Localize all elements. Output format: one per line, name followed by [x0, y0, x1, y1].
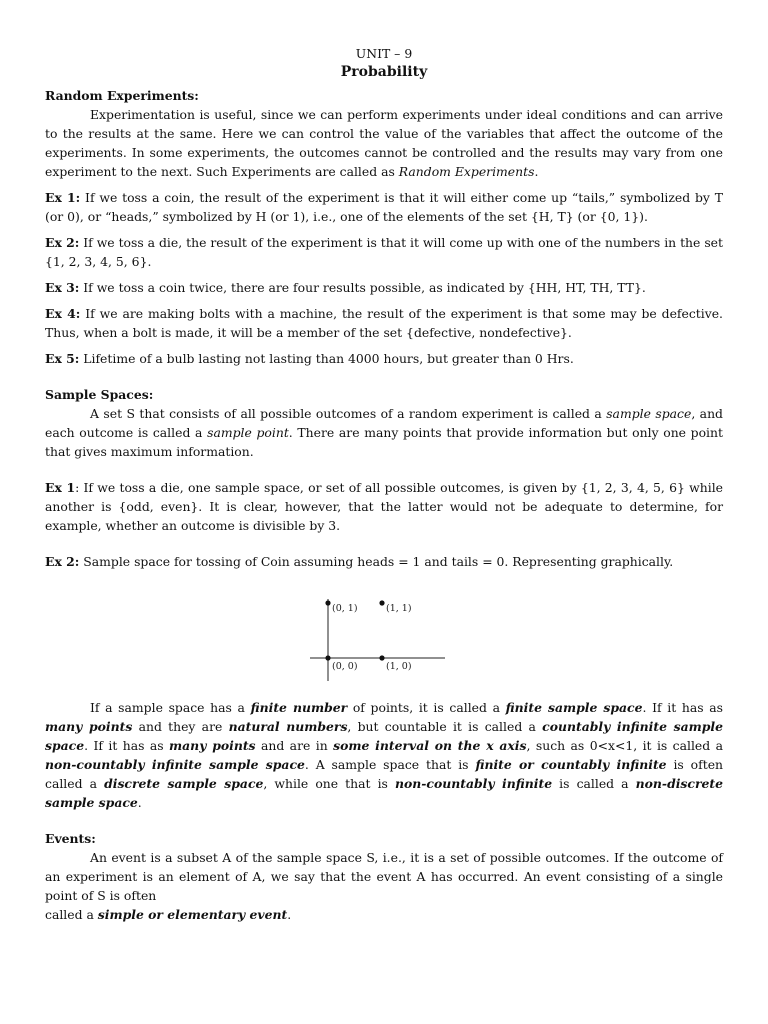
events-paragraph: An event is a subset A of the sample space S, i.e., it is a set of possible outcomes. If the outcome of an experiment is an element of A, we say that the event A has occurred. An event consisting of a single point of S is often	[45, 850, 723, 903]
events-paragraph-continued: called a simple or elementary event.	[45, 907, 292, 922]
random-example-3: Ex 3: If we toss a coin twice, there are four results possible, as indicated by {HH, HT, TH, TT}.	[45, 280, 646, 295]
label-0-0: (0, 0)	[332, 661, 358, 672]
section-heading-random-experiments: Random Experiments:	[45, 88, 199, 103]
random-example-5: Ex 5: Lifetime of a bulb lasting not lasting than 4000 hours, but greater than 0 Hrs.	[45, 351, 574, 366]
finite-sample-space-paragraph: If a sample space has a finite number of points, it is called a finite sample space. If it has as many points and they are natural numbers, but countable it is called a countably infinite sample space. If it has as many points and are in some interval on the x axis, such as 0<x<1, it is called a non-countably infinite sample space. A sample space that is finite or countably infinite is often called a discrete sample space, while one that is non-countably infinite is called a non-discrete sample space.	[45, 700, 724, 810]
random-experiments-paragraph: Experimentation is useful, since we can perform experiments under ideal conditions and can arrive to the results at the same. Here we can control the value of the variables that affect the outcome of the experiments. In some experiments, the outcomes cannot be controlled and the results may vary from one experiment to the next. Such Experiments are called as Random Experiments.	[45, 107, 723, 179]
sample-space-plot	[310, 595, 460, 685]
point-1-0	[379, 655, 384, 660]
page-title: Probability	[340, 64, 428, 80]
sample-example-1: Ex 1: If we toss a die, one sample space, or set of all possible outcomes, is given by {1, 2, 3, 4, 5, 6} while another is {odd, even}. It is clear, however, that the latter would not be adequate to determine, for example, whether an outcome is divisible by 3.	[45, 480, 723, 533]
sample-example-2: Ex 2: Sample space for tossing of Coin assuming heads = 1 and tails = 0. Representing graphically.	[45, 554, 674, 569]
point-0-1	[325, 600, 330, 605]
document-page	[45, 44, 723, 924]
label-0-1: (0, 1)	[332, 603, 358, 614]
random-example-4: Ex 4: If we are making bolts with a machine, the result of the experiment is that some may be defective. Thus, when a bolt is made, it will be a member of the set {defective, nondefective}.	[45, 306, 723, 340]
random-example-1: Ex 1: If we toss a coin, the result of the experiment is that it will either come up “tails,” symbolized by T (or 0), or “heads,” symbolized by H (or 1), i.e., one of the elements of the set {H, T} (or {0, 1}).	[45, 190, 724, 224]
random-example-2: Ex 2: If we toss a die, the result of the experiment is that it will come up with one of the numbers in the set {1, 2, 3, 4, 5, 6}.	[45, 235, 723, 269]
label-1-0: (1, 0)	[386, 661, 412, 672]
sample-spaces-paragraph: A set S that consists of all possible outcomes of a random experiment is called a sample space, and each outcome is called a sample point. There are many points that provide information but only one point that gives maximum information.	[45, 406, 723, 459]
sample-space-graph	[45, 575, 723, 698]
unit-label: UNIT – 9	[355, 46, 413, 61]
point-0-0	[325, 655, 330, 660]
section-heading-sample-spaces: Sample Spaces:	[45, 387, 154, 402]
label-1-1: (1, 1)	[386, 603, 412, 614]
point-1-1	[379, 600, 384, 605]
section-heading-events: Events:	[45, 831, 96, 846]
